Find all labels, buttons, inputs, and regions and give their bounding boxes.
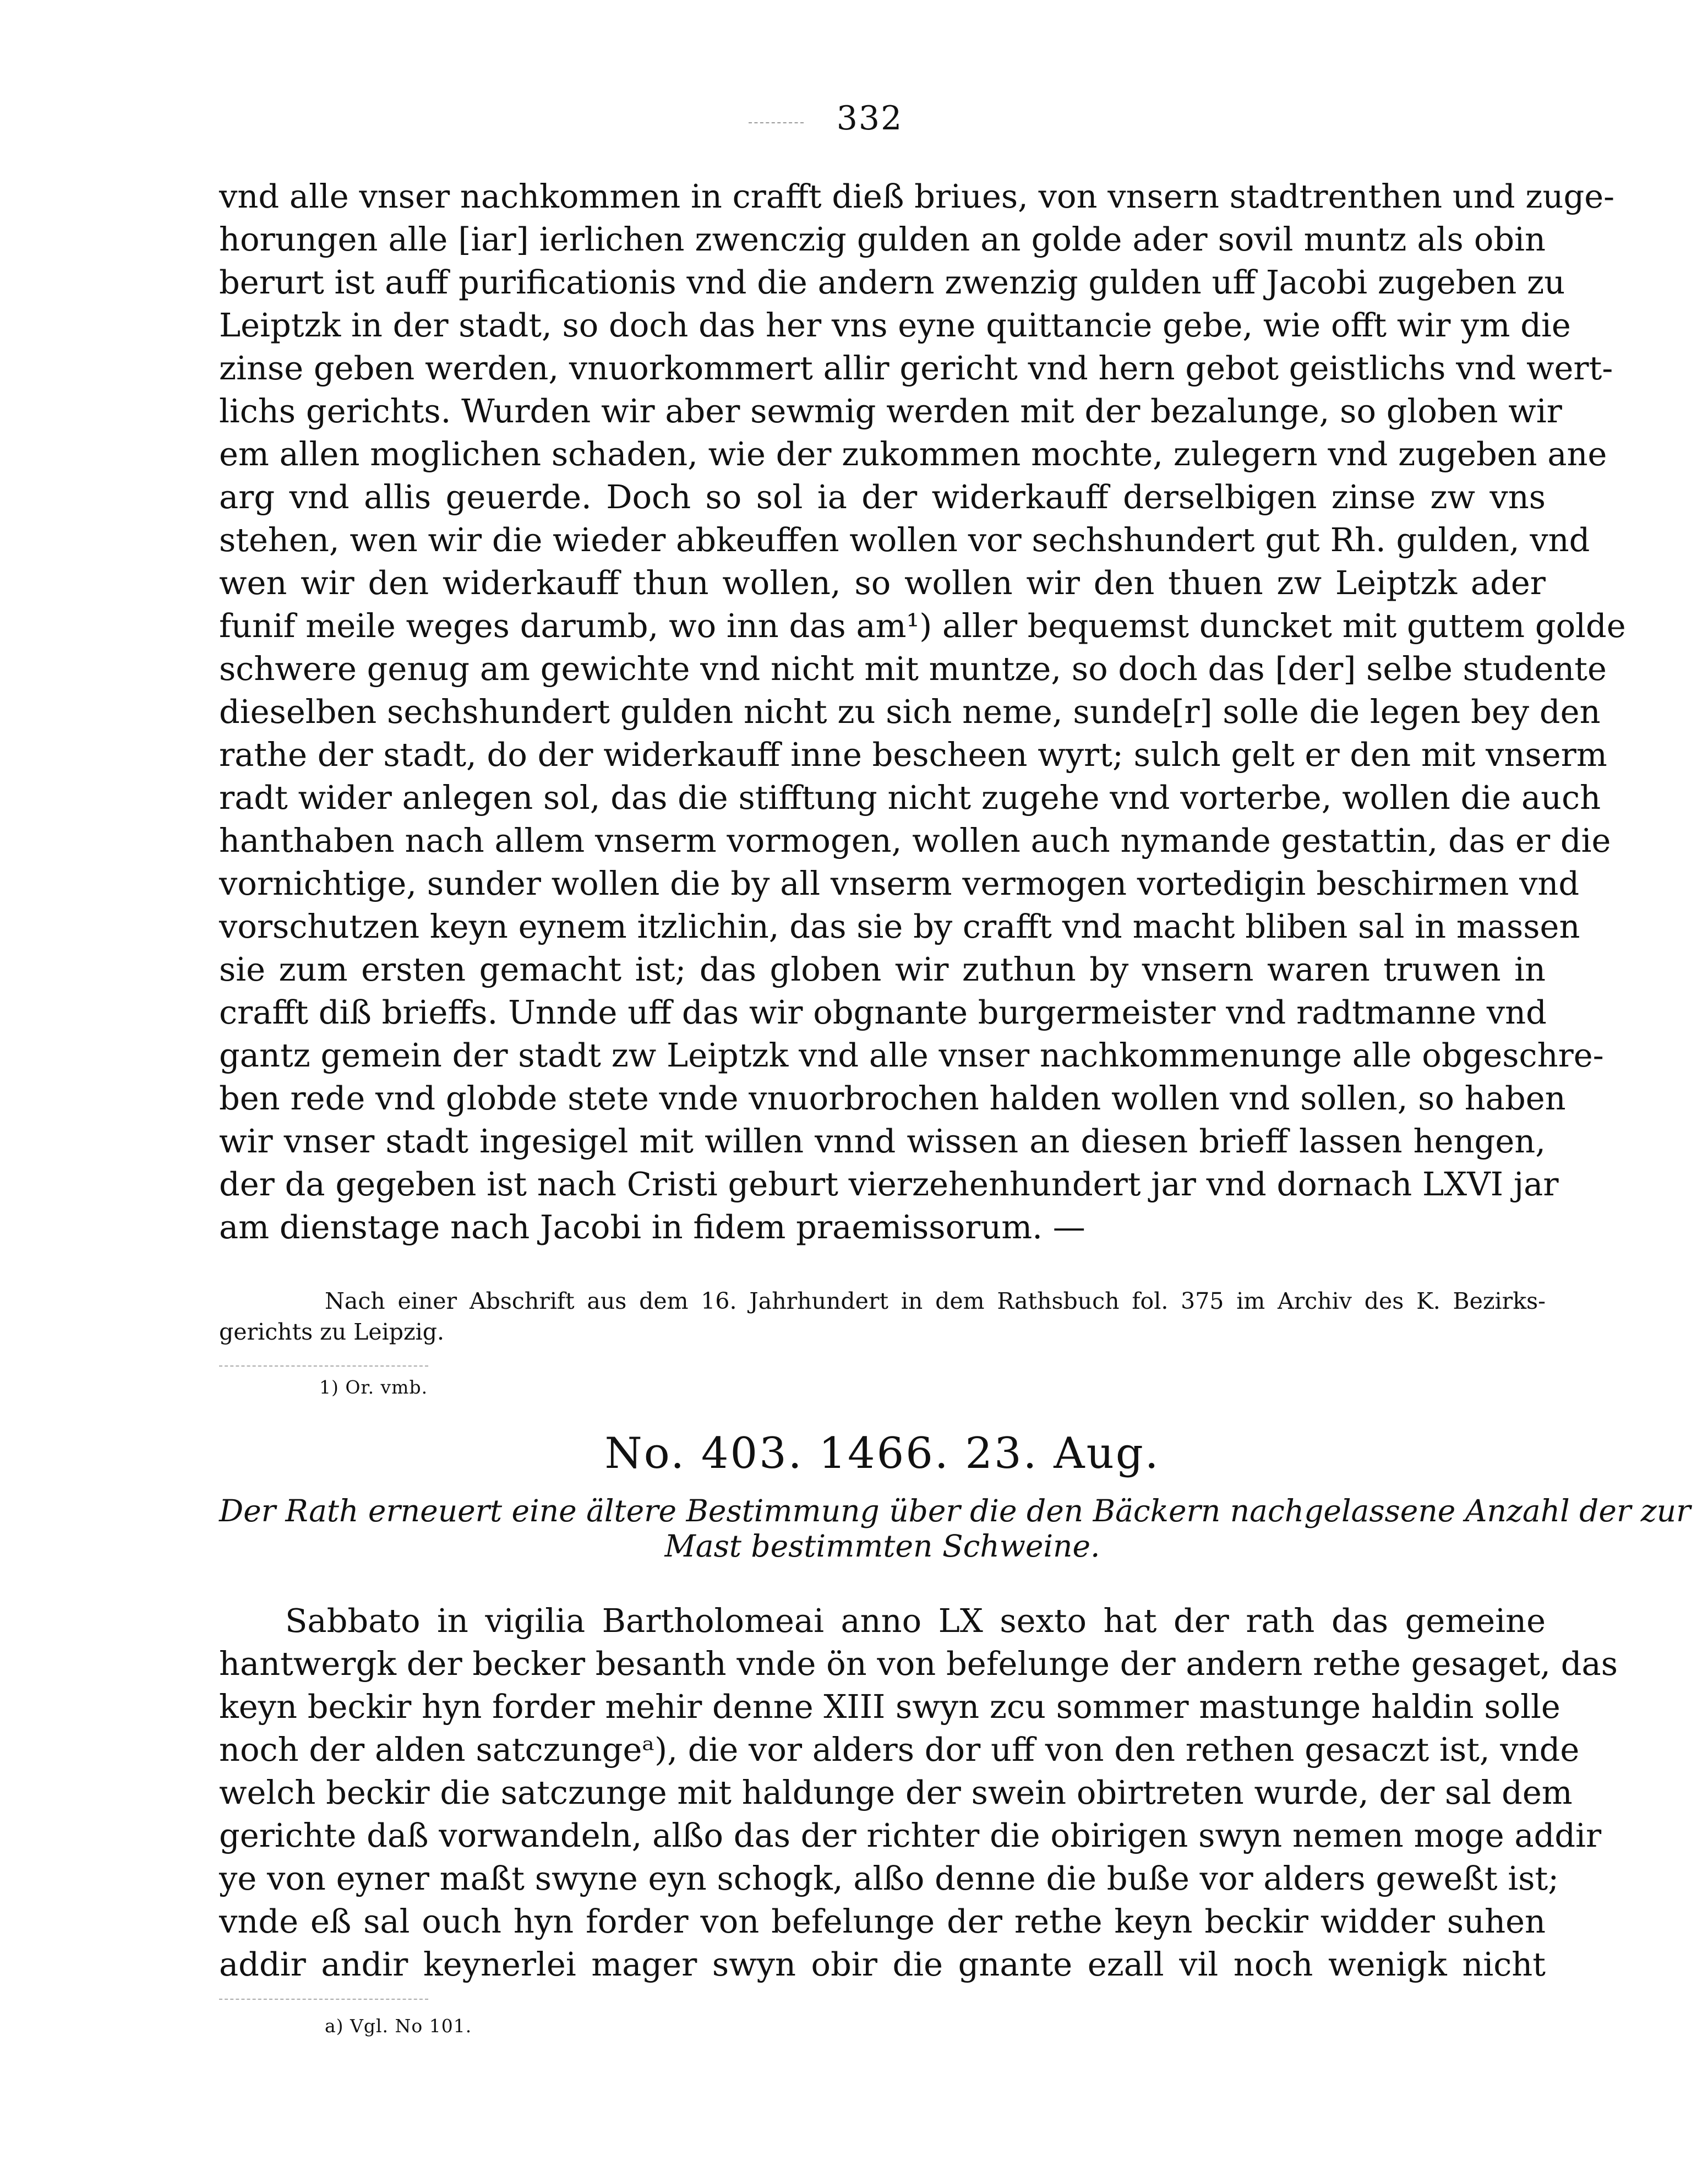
document-heading: No. 403. 1466. 23. Aug.: [604, 1429, 1160, 1478]
source-note-line: Nach einer Abschrift aus dem 16. Jahrhundert in dem Rathsbuch fol. 375 im Archiv des K. Bezirks-: [325, 1288, 1546, 1314]
header-dash: [749, 122, 804, 123]
body-text-2: [219, 1599, 1618, 1986]
text-line: vorschutzen keyn eynem itzlichin, das sie by crafft vnd macht bliben sal in massen: [219, 907, 1580, 945]
text-line: dieselben sechshundert gulden nicht zu sich neme, sunde[r] solle die legen bey den: [219, 693, 1601, 731]
text-line: keyn beckir hyn forder mehir denne XIII swyn zcu sommer mastunge haldin solle: [219, 1688, 1560, 1726]
text-line: ben rede vnd globde stete vnde vnuorbrochen halden wollen vnd sollen, so haben: [219, 1079, 1566, 1117]
footnote-separator: [219, 1365, 428, 1367]
text-line: gerichte daß vorwandeln, alßo das der richter die obirigen swyn nemen moge addir: [219, 1816, 1602, 1854]
text-line: rathe der stadt, do der widerkauff inne bescheen wyrt; sulch gelt er den mit vnserm: [219, 736, 1607, 774]
text-line: der da gegeben ist nach Cristi geburt vierzehenhundert jar vnd dornach LXVI jar: [219, 1165, 1559, 1203]
footnote-1: 1) Or. vmb.: [319, 1376, 428, 1398]
text-line: stehen, wen wir die wieder abkeuffen wollen vor sechshundert gut Rh. gulden, vnd: [219, 521, 1590, 559]
text-line: Sabbato in vigilia Bartholomeai anno LX sexto hat der rath das gemeine: [285, 1602, 1546, 1640]
text-line: funif meile weges darumb, wo inn das am¹) aller bequemst duncket mit guttem golde: [219, 607, 1626, 645]
text-line: hantwergk der becker besanth vnde ön von befelunge der andern rethe gesaget, das: [219, 1645, 1618, 1683]
text-line: vnde eß sal ouch hyn forder von befelunge der rethe keyn beckir widder suhen: [219, 1902, 1546, 1940]
text-line: lichs gerichts. Wurden wir aber sewmig werden mit der bezalunge, so globen wir: [219, 392, 1562, 430]
source-note: [219, 1286, 1546, 1347]
footnote-separator: [219, 1999, 428, 2000]
document-summary: [219, 1493, 1691, 1564]
text-line: em allen moglichen schaden, wie der zukommen mochte, zulegern vnd zugeben ane: [219, 435, 1607, 473]
text-line: hanthaben nach allem vnserm vormogen, wollen auch nymande gestattin, das er die: [219, 821, 1611, 859]
text-line: arg vnd allis geuerde. Doch so sol ia der widerkauff derselbigen zinse zw vns: [219, 478, 1546, 516]
text-line: berurt ist auff purificationis vnd die andern zwenzig gulden uff Jacobi zugeben zu: [219, 263, 1565, 301]
text-line: wir vnser stadt ingesigel mit willen vnnd wissen an diesen brieff lassen hengen,: [219, 1122, 1546, 1160]
source-note-line: gerichts zu Leipzig.: [219, 1319, 445, 1345]
text-line: schwere genug am gewichte vnd nicht mit muntze, so doch das [der] selbe studente: [219, 650, 1607, 688]
text-line: gantz gemein der stadt zw Leiptzk vnd alle vnser nachkommenunge alle obgeschre-: [219, 1036, 1604, 1074]
text-line: vornichtige, sunder wollen die by all vnserm vermogen vortedigin beschirmen vnd: [219, 864, 1580, 902]
text-line: Leiptzk in der stadt, so doch das her vns eyne quittancie gebe, wie offt wir ym die: [219, 306, 1571, 344]
text-line: ye von eyner maßt swyne eyn schogk, alßo denne die buße vor alders geweßt ist;: [219, 1859, 1559, 1897]
text-line: am dienstage nach Jacobi in fidem praemissorum. —: [219, 1208, 1085, 1246]
summary-line: Der Rath erneuert eine ältere Bestimmung über die den Bäckern nachgelassene Anzahl der zur: [219, 1493, 1691, 1528]
text-line: radt wider anlegen sol, das die stifftung nicht zugehe vnd vorterbe, wollen die auch: [219, 779, 1601, 817]
text-line: crafft diß brieffs. Unnde uff das wir obgnante burgermeister vnd radtmanne vnd: [219, 993, 1547, 1031]
text-line: zinse geben werden, vnuorkommert allir gericht vnd hern gebot geistlichs vnd wert-: [219, 349, 1613, 387]
text-line: horungen alle [iar] ierlichen zwenczig gulden an golde ader sovil muntz als obin: [219, 220, 1546, 258]
page-number: 332: [836, 99, 903, 138]
text-line: noch der alden satczungeᵃ), die vor alders dor uff von den rethen gesaczt ist, vnde: [219, 1731, 1580, 1769]
body-text: [219, 175, 1626, 1249]
text-line: welch beckir die satczunge mit haldunge der swein obirtreten wurde, der sal dem: [219, 1773, 1573, 1811]
text-line: sie zum ersten gemacht ist; das globen wir zuthun by vnsern waren truwen in: [219, 950, 1546, 988]
text-line: addir andir keynerlei mager swyn obir die gnante ezall vil noch wenigk nicht: [219, 1945, 1546, 1983]
footnote-a: a) Vgl. No 101.: [325, 2015, 472, 2037]
summary-line: Mast bestimmten Schweine.: [664, 1528, 1100, 1564]
text-line: vnd alle vnser nachkommen in crafft dieß briues, von vnsern stadtrenthen und zuge-: [219, 177, 1615, 215]
text-line: wen wir den widerkauff thun wollen, so wollen wir den thuen zw Leiptzk ader: [219, 564, 1546, 602]
